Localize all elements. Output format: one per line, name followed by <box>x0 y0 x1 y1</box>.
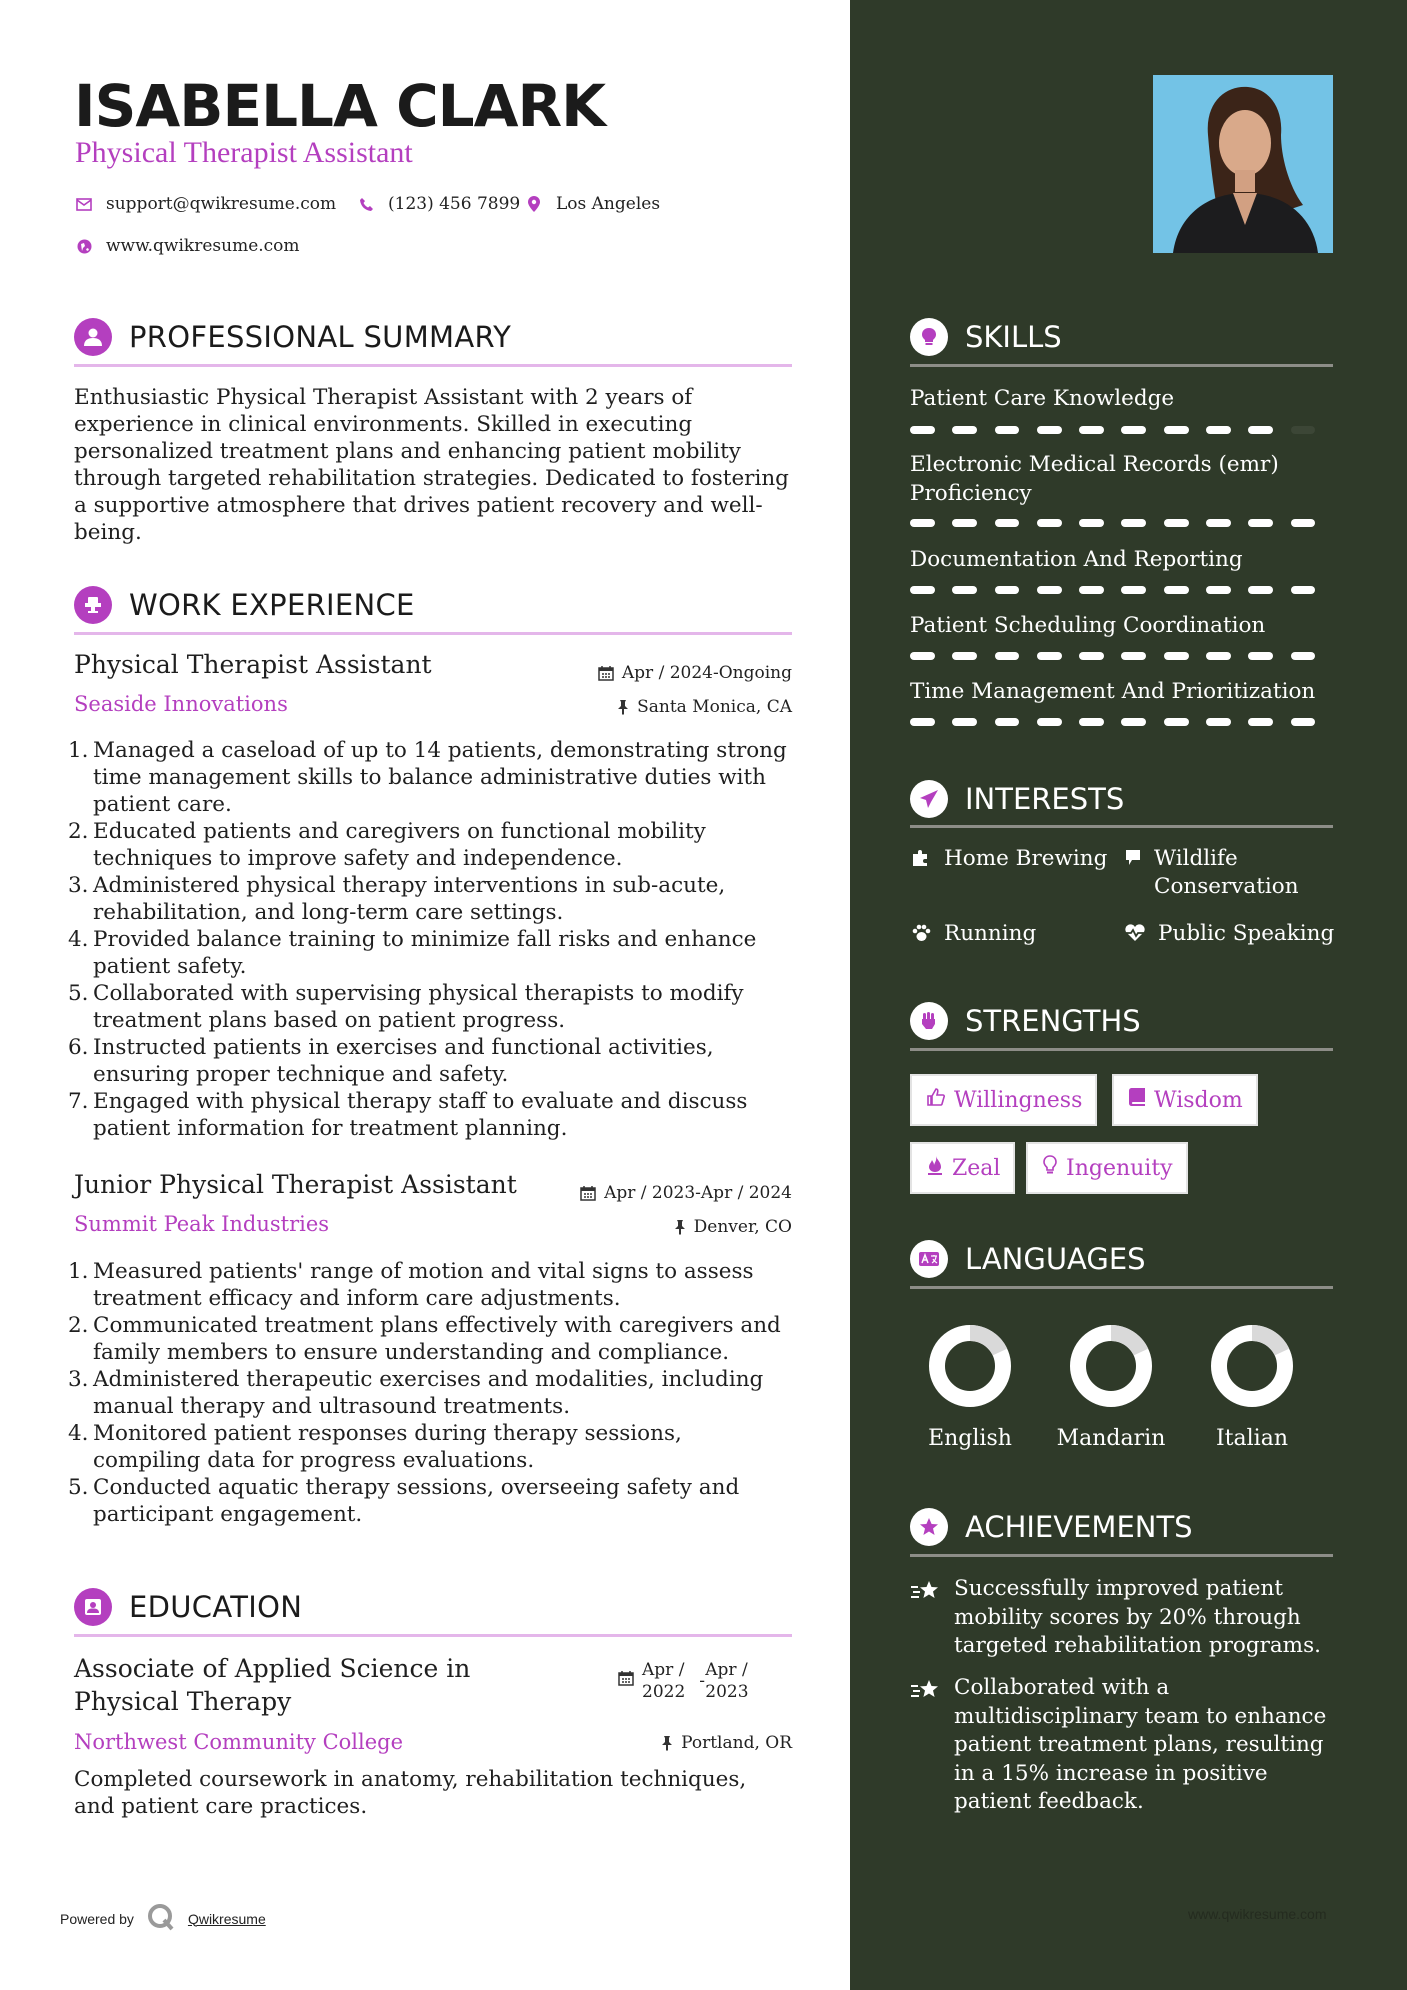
achievement-item-2 <box>910 1674 1333 1817</box>
lightbulb-icon <box>910 318 948 356</box>
phone-text: (123) 456 7899 <box>388 194 521 214</box>
pin-icon <box>674 1219 686 1235</box>
heartbeat-icon <box>1124 920 1146 948</box>
job-title-2: Junior Physical Therapist Assistant <box>74 1170 517 1199</box>
language-label-2: Mandarin <box>1056 1426 1166 1451</box>
languages-title: LANGUAGES <box>965 1242 1146 1276</box>
education-text: Completed coursework in anatomy, rehabilitation techniques, and patient care practices. <box>74 1767 747 1819</box>
phone-icon <box>356 194 376 214</box>
language-item-2 <box>1051 1324 1171 1451</box>
education-location-text: Portland, OR <box>681 1733 792 1753</box>
achievements-divider <box>910 1554 1333 1557</box>
user-icon <box>74 318 112 356</box>
education-dates <box>618 1659 749 1703</box>
calendar-icon <box>598 665 614 681</box>
location-text: Los Angeles <box>556 194 661 214</box>
education-divider <box>74 1634 792 1637</box>
strength-chip-1 <box>910 1074 1097 1126</box>
experience-divider <box>74 632 792 635</box>
interest-item-3 <box>910 920 1036 948</box>
language-ring-icon <box>928 1324 1012 1408</box>
skill-dash <box>910 519 935 527</box>
list-item: 3. Administered physical therapy interventions in sub-acute, rehabilitation, and long-term care settings. <box>68 873 726 925</box>
language-ring-icon <box>1210 1324 1294 1408</box>
skill-dash <box>995 718 1020 726</box>
watermark: www.qwikresume.com <box>1188 1906 1327 1922</box>
language-item-3 <box>1192 1324 1312 1451</box>
skill-dash <box>1164 426 1189 434</box>
calendar-icon <box>580 1185 596 1201</box>
degree-line-2: Physical Therapy <box>74 1687 292 1716</box>
website-text: www.qwikresume.com <box>106 236 300 256</box>
skill-dash <box>995 426 1020 434</box>
skill-dash <box>1291 426 1316 434</box>
email-text: support@qwikresume.com <box>106 194 337 214</box>
strength-label-1: Willingness <box>954 1087 1083 1113</box>
education-start: Apr / 2022 <box>642 1660 686 1702</box>
skill-dash <box>1248 519 1273 527</box>
interest-label-4: Public Speaking <box>1158 921 1335 946</box>
skill-dash <box>1291 718 1316 726</box>
skill-name-4: Patient Scheduling Coordination <box>910 613 1266 638</box>
strengths-heading <box>910 1000 1333 1042</box>
skill-dash <box>1121 586 1146 594</box>
skill-dash <box>910 426 935 434</box>
fist-icon <box>910 1002 948 1040</box>
skill-dash <box>1248 426 1273 434</box>
skill-dash <box>1164 519 1189 527</box>
skill-dash <box>1206 718 1231 726</box>
list-item: 5. Collaborated with supervising physical therapists to modify treatment plans based on patient progress. <box>68 981 744 1033</box>
skill-level-4 <box>910 652 1333 662</box>
graduation-icon <box>74 1588 112 1626</box>
translate-icon <box>910 1240 948 1278</box>
summary-text: Enthusiastic Physical Therapist Assistant with 2 years of experience in clinical environments. Skilled in executing personalized treatment plans and enhancing patient mobility through targeted rehabilitation strategies. Dedicated to fostering a supportive atmosphere that drives patient recovery and well-being. <box>74 385 789 545</box>
skill-dash <box>1206 586 1231 594</box>
briefcase-icon <box>74 586 112 624</box>
powered-by-text: Powered by <box>60 1910 134 1927</box>
strengths-title: STRENGTHS <box>965 1004 1141 1038</box>
skill-dash <box>1164 718 1189 726</box>
job-dates-2 <box>580 1183 792 1203</box>
languages-heading <box>910 1238 1333 1280</box>
skill-dash <box>910 586 935 594</box>
profile-photo <box>1153 75 1333 253</box>
contact-email[interactable] <box>74 194 336 214</box>
job-dates-text-2: Apr / 2023-Apr / 2024 <box>604 1183 792 1203</box>
skill-dash <box>1206 426 1231 434</box>
strengths-divider <box>910 1048 1333 1051</box>
job-bullets-1 <box>68 737 794 1142</box>
list-item: 5. Conducted aquatic therapy sessions, overseeing safety and participant engagement. <box>68 1475 740 1527</box>
languages-divider <box>910 1286 1333 1289</box>
skill-dash <box>1121 652 1146 660</box>
job-location-text-2: Denver, CO <box>693 1217 792 1237</box>
interests-divider <box>910 825 1333 828</box>
skill-dash <box>1079 718 1104 726</box>
skill-dash <box>952 586 977 594</box>
contact-location <box>524 194 660 214</box>
skill-dash <box>1037 586 1062 594</box>
summary-divider <box>74 364 792 367</box>
skill-dash <box>952 718 977 726</box>
education-title: EDUCATION <box>129 1590 303 1624</box>
thumbs-up-icon <box>926 1087 946 1113</box>
skill-dash <box>1079 426 1104 434</box>
skill-name-2: Electronic Medical Records (emr) Proficiency <box>910 452 1279 506</box>
job-dates-1 <box>598 663 792 683</box>
achievements-title: ACHIEVEMENTS <box>965 1510 1193 1544</box>
list-item: 4. Provided balance training to minimize fall risks and enhance patient safety. <box>68 927 757 979</box>
language-item-1 <box>910 1324 1030 1451</box>
strength-label-4: Ingenuity <box>1066 1155 1173 1181</box>
list-item: 1. Managed a caseload of up to 14 patients, demonstrating strong time management skills to balance administrative duties with patient care. <box>68 738 787 817</box>
skill-name-5: Time Management And Prioritization <box>910 679 1316 704</box>
degree-line-1: Associate of Applied Science in <box>74 1654 471 1683</box>
lightbulb-outline-icon <box>1042 1155 1058 1181</box>
contact-phone[interactable] <box>356 194 520 214</box>
skill-dash <box>1037 519 1062 527</box>
globe-icon <box>74 236 94 256</box>
list-item: 2. Educated patients and caregivers on functional mobility techniques to improve safety and independence. <box>68 819 706 871</box>
puzzle-icon <box>910 845 932 873</box>
strength-label-3: Zeal <box>952 1155 1001 1181</box>
skill-dash <box>1079 586 1104 594</box>
paw-icon <box>910 920 932 948</box>
skills-title: SKILLS <box>965 320 1062 354</box>
skill-dash <box>1037 652 1062 660</box>
skill-dash <box>910 718 935 726</box>
strength-chip-4 <box>1026 1142 1188 1194</box>
job-dates-text-1: Apr / 2024-Ongoing <box>621 663 792 683</box>
skill-dash <box>1248 718 1273 726</box>
candidate-role: Physical Therapist Assistant <box>75 136 413 169</box>
skill-dash <box>1291 586 1316 594</box>
pin-icon <box>661 1735 673 1751</box>
interests-heading <box>910 778 1333 820</box>
skill-dash <box>1291 652 1316 660</box>
experience-title: WORK EXPERIENCE <box>129 588 415 622</box>
list-item: 3. Administered therapeutic exercises and modalities, including manual therapy and ultrasound treatments. <box>68 1367 764 1419</box>
experience-heading <box>74 584 792 626</box>
education-heading <box>74 1586 792 1628</box>
interest-item-2 <box>1124 845 1324 901</box>
job-bullets-2 <box>68 1258 794 1528</box>
interest-label-1: Home Brewing <box>944 846 1108 871</box>
language-label-1: English <box>928 1426 1012 1451</box>
interests-title: INTERESTS <box>965 782 1125 816</box>
strength-label-2: Wisdom <box>1154 1087 1243 1113</box>
qwikresume-logo-icon <box>146 1902 176 1935</box>
star-icon <box>910 1508 948 1546</box>
skill-dash <box>995 519 1020 527</box>
skill-dash <box>1121 718 1146 726</box>
list-item: 6. Instructed patients in exercises and functional activities, ensuring proper technique and safety. <box>68 1035 714 1087</box>
strength-chip-3 <box>910 1142 1015 1194</box>
interest-item-1 <box>910 845 1107 873</box>
book-icon <box>1128 1087 1146 1113</box>
list-item: 1. Measured patients' range of motion and vital signs to assess treatment efficacy and inform care adjustments. <box>68 1259 754 1311</box>
job-location-text-1: Santa Monica, CA <box>637 697 792 717</box>
skill-dash <box>1291 519 1316 527</box>
skill-dash <box>1248 652 1273 660</box>
skill-name-3: Documentation And Reporting <box>910 547 1243 572</box>
powered-by <box>60 1902 266 1935</box>
skill-dash <box>995 652 1020 660</box>
skill-dash <box>952 426 977 434</box>
summary-title: PROFESSIONAL SUMMARY <box>129 320 512 354</box>
skill-dash <box>1206 519 1231 527</box>
degree-title <box>74 1652 470 1718</box>
school-name: Northwest Community College <box>74 1730 404 1754</box>
skill-dash <box>1037 426 1062 434</box>
envelope-icon <box>74 194 94 214</box>
job-title-1: Physical Therapist Assistant <box>74 650 432 679</box>
summary-heading <box>74 316 792 358</box>
fire-icon <box>926 1155 944 1181</box>
interest-item-4 <box>1124 920 1334 948</box>
skill-level-1 <box>910 426 1333 436</box>
skill-dash <box>1206 652 1231 660</box>
skill-dash <box>910 652 935 660</box>
skills-heading <box>910 316 1333 358</box>
skill-dash <box>1164 652 1189 660</box>
skill-dash <box>952 652 977 660</box>
language-ring-icon <box>1069 1324 1153 1408</box>
skill-dash <box>952 519 977 527</box>
contact-website[interactable] <box>74 236 300 256</box>
achievements-heading <box>910 1506 1333 1548</box>
interest-label-3: Running <box>944 921 1037 946</box>
skill-name-1: Patient Care Knowledge <box>910 386 1175 411</box>
flag-icon <box>1124 845 1142 901</box>
skill-dash <box>1079 652 1104 660</box>
list-item: 7. Engaged with physical therapy staff to evaluate and discuss patient information for treatment planning. <box>68 1089 748 1141</box>
skill-dash <box>1037 718 1062 726</box>
job-location-2 <box>674 1217 792 1237</box>
paper-plane-icon <box>910 780 948 818</box>
interest-label-2: Wildlife Conservation <box>1154 846 1299 899</box>
qwikresume-link[interactable]: Qwikresume <box>187 1910 266 1927</box>
company-2: Summit Peak Industries <box>74 1212 330 1236</box>
calendar-icon <box>618 1670 634 1692</box>
achievement-item-1 <box>910 1575 1333 1661</box>
achievement-text-2: Collaborated with a multidisciplinary team to enhance patient treatment plans, resulting in a 15% increase in positive patient feedback. <box>954 1675 1327 1814</box>
education-end: - Apr / 2023 <box>699 1660 749 1702</box>
skill-level-2 <box>910 519 1333 529</box>
strength-chip-2 <box>1112 1074 1258 1126</box>
skill-level-3 <box>910 586 1333 596</box>
shooting-star-icon <box>910 1674 940 1817</box>
skill-dash <box>995 586 1020 594</box>
education-location <box>661 1733 792 1753</box>
skills-divider <box>910 364 1333 367</box>
language-label-3: Italian <box>1215 1426 1288 1451</box>
skill-dash <box>1248 586 1273 594</box>
candidate-name: ISABELLA CLARK <box>74 72 606 140</box>
skill-dash <box>1079 519 1104 527</box>
company-1: Seaside Innovations <box>74 692 288 716</box>
pin-icon <box>617 699 629 715</box>
shooting-star-icon <box>910 1575 940 1661</box>
list-item: 4. Monitored patient responses during therapy sessions, compiling data for progress evaluations. <box>68 1421 682 1473</box>
skill-dash <box>1164 586 1189 594</box>
job-location-1 <box>617 697 792 717</box>
achievement-text-1: Successfully improved patient mobility scores by 20% through targeted rehabilitation programs. <box>954 1576 1321 1658</box>
skill-dash <box>1121 426 1146 434</box>
map-marker-icon <box>524 194 544 214</box>
list-item: 2. Communicated treatment plans effectively with caregivers and family members to ensure understanding and compliance. <box>68 1313 781 1365</box>
skill-level-5 <box>910 718 1333 728</box>
skill-dash <box>1121 519 1146 527</box>
